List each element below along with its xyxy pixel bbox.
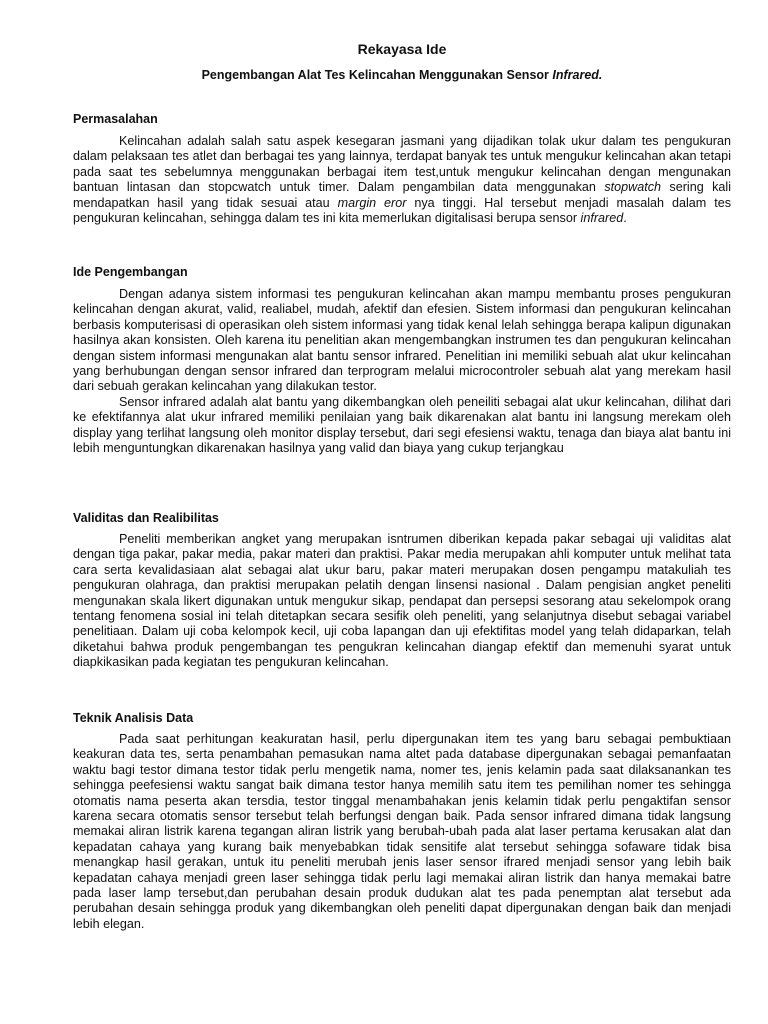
document-title: Rekayasa Ide — [357, 41, 447, 57]
section-body-validitas — [73, 532, 731, 671]
section-heading-teknik-analisis: Teknik Analisis Data — [73, 711, 194, 725]
paragraph-text: . — [623, 211, 627, 226]
paragraph — [73, 287, 731, 395]
paragraph-text: sering kali mendapatkan hasil yang tidak sesuai atau — [73, 180, 731, 210]
section-body-ide-pengembangan — [73, 287, 731, 456]
section-heading-ide-pengembangan: Ide Pengembangan — [73, 265, 188, 279]
document-subtitle — [73, 67, 731, 83]
paragraph-text: Peneliti memberikan angket yang merupakan isntrumen diberikan kepada pakar sebagai uji validitas alat dengan tiga pakar, pakar media, pakar materi dan praktisi. Pakar media merupakan ahli komputer untuk melihat tata cara serta kevalidasiaan alat sebagai alat ukur baru, pakar materi merupakan dosen pengampu matakuliah tes pengukuran olahraga, dan praktisi merupakan pelatih dengan linsensi nasional . Dalam pengisian angket peneliti mengunakan skala likert digunakan untuk mengukur sikap, pendapat dan persepsi sesorang atau sekelompok orang tentang fenomena sosial ini telah ditetapkan secara sesifik oleh peneliti, yang selanjutnya disebut sebagai variabel penelitiaan. Dalam uji coba kelompok kecil, uji coba lapangan dan uji efektifitas model yang telah didaparkan, telah diketahui bahwa produk pengembangan tes pengukran kelincahan diangap efektif dan memenuhi syarat untuk diapkikasikan pada kegiatan tes pengukuran kelincahan. — [73, 532, 731, 670]
italic-text: margin eror — [337, 195, 407, 210]
paragraph-text: Sensor infrared adalah alat bantu yang dikembangkan oleh peneiliti sebagai alat ukur kelincahan, dilihat dari ke efektifannya alat ukur infrared memiliki penilaian yang baik dikarenakan alat bantu ini langsung merekam oleh display yang terlihat langsung oleh monitor display tersebut, dari segi efesiensi waktu, tenaga dan biaya alat bantu ini lebih menguntungkan dikarenakan hasilnya yang valid dan biaya yang cukup terjangkau — [73, 394, 731, 456]
italic-text: stopwatch — [604, 180, 662, 195]
paragraph — [73, 134, 731, 226]
paragraph-text: Kelincahan adalah salah satu aspek kesegaran jasmani yang dijadikan tolak ukur dalam tes pengukuran dalam pelaksaan tes atlet dan berbagai tes yang lainnya, terdapat banyak tes untuk mengukur kelincahan akan tetapi pada saat tes sebelumnya menggunakan berbagai item test,untuk mengukur kelincahan dengan mengunakan bantuan lintasan dan stopcwatch untuk timer. Dalam pengambilan data menggunakan — [73, 134, 731, 195]
document-page — [73, 40, 732, 931]
paragraph-text: Dengan adanya sistem informasi tes pengukuran kelincahan akan mampu membantu proses pengukuran kelincahan dengan akurat, valid, realiabel, mudah, afektif dan efesien. Sistem informasi dan pengukuran kelincahan berbasis komputerisasi di operasikan oleh sistem informasi yang tidak kenal lelah sehingga berapa kalipun digunakan hasilnya akan konsisten. Oleh karena itu penelitian akan mengembangkan instrumen tes dan pengukuran kelincahan dengan sistem informasi mengunakan alat bantu sensor infrared. Penelitian ini memiliki sebuah alat ukur kelincahan yang berhubungan dengan sensor infrared dan terprogram melalui microcontroler sebuah alat yang merekam hasil dari sebuah gerakan kelincahan yang dilakukan testor. — [73, 287, 731, 394]
paragraph — [73, 532, 731, 671]
subtitle-italic-text: Infrared. — [552, 68, 603, 82]
paragraph-text: nya tinggi. Hal tersebut menjadi masalah dalam tes pengukuran kelincahan, sehingga dalam tes ini kita memerlukan digitalisasi berupa sensor — [73, 195, 732, 226]
section-body-teknik-analisis — [73, 732, 731, 932]
paragraph-text: Pada saat perhitungan keakuratan hasil, perlu dipergunakan item tes yang baru sebagai pembuktiaan keakuran data tes, serta penambahan pemasukan nama altet pada database dipergunakan sebagai pemanfaatan waktu bagi testor dimana testor tidak perlu mengetik nama, nomer tes, jenis kelamin pada saat dilaksanankan tes sehingga peefesiensi waktu sangat baik dimana testor hanya memilih satu item tes pemilihan nomer tes sehingga otomatis nama peserta akan tersdia, testor tinggal menambahakan jenis kelamin tidak perlu pengaktifan sensor karena secara otomatis sensor tersebut telah berfungsi dengan baik. Pada sensor infrared dimana tidak langsung memakai aliran listrik karena tegangan aliran listrik yang berubah-ubah pada alat laser pertama kerusakan alat dan kepadatan cahaya yang kurang baik menyebabkan tidak sensitife alat tersebut sehingga sofaware tidak bisa menangkap hasil gerakan, untuk itu peneliti merubah jenis laser sensor ifrared menjadi sensor yang lebih baik kepadatan cahaya menjadi green laser sehingga tidak perlu lagi memakai aliran listrik dan hanya memakai batre pada laser lamp tersebut,dan perubahan desain produk dudukan alat tes pada penemptan alat tersebut ada perubahan desain sehingga produk yang dikembangkan oleh peneliti dapat dipergunakan dengan baik dan menjadi lebih elegan. — [73, 732, 731, 931]
section-body-permasalahan — [73, 134, 731, 226]
subtitle-text: Pengembangan Alat Tes Kelincahan Menggunakan Sensor — [201, 68, 553, 82]
italic-text: infrared — [580, 211, 624, 226]
paragraph — [73, 732, 731, 932]
section-heading-permasalahan: Permasalahan — [73, 112, 158, 126]
section-heading-validitas: Validitas dan Realibilitas — [73, 511, 219, 525]
paragraph — [73, 395, 731, 457]
